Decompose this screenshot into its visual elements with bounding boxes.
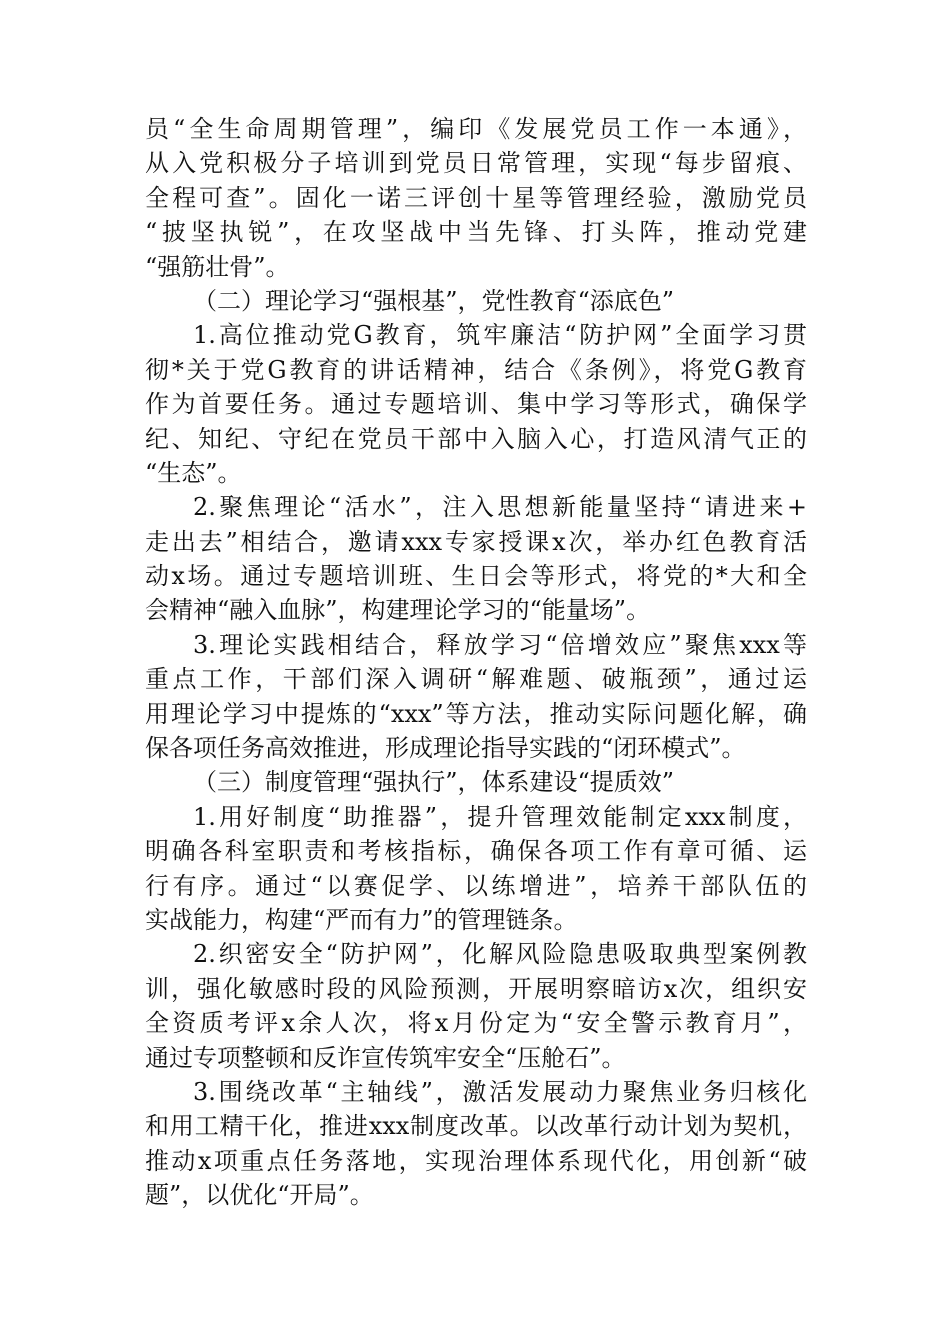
text-line: 3.理论实践相结合，释放学习“倍增效应”聚焦xxx等 bbox=[193, 630, 807, 659]
text-line: 动x场。通过专题培训班、生日会等形式，将党的*大和全 bbox=[145, 562, 807, 591]
text-line: 行有序。通过“以赛促学、以练增进”，培养干部队伍的 bbox=[145, 871, 807, 900]
text-line: 和用工精干化，推进xxx制度改革。以改革行动计划为契机， bbox=[145, 1112, 807, 1141]
text-line: 2.织密安全“防护网”，化解风险隐患吸取典型案例教 bbox=[193, 940, 807, 969]
text-line: 全资质考评x余人次，将x月份定为“安全警示教育月”， bbox=[145, 1009, 807, 1038]
text-line: 纪、知纪、守纪在党员干部中入脑入心，打造风清气正的 bbox=[145, 424, 807, 453]
text-line: 走出去”相结合，邀请xxx专家授课x次，举办红色教育活 bbox=[145, 527, 807, 556]
text-line: 重点工作，干部们深入调研“解难题、破瓶颈”，通过运 bbox=[145, 665, 807, 694]
text-line: 实战能力，构建“严而有力”的管理链条。 bbox=[145, 905, 578, 934]
section-heading-3: （三）制度管理“强执行”，体系建设“提质效” bbox=[193, 768, 675, 797]
text-line: 作为首要任务。通过专题培训、集中学习等形式，确保学 bbox=[145, 390, 807, 419]
text-line: 从入党积极分子培训到党员日常管理，实现“每步留痕、 bbox=[145, 149, 807, 178]
text-line: 用理论学习中提炼的“xxx”等方法，推动实际问题化解，确 bbox=[145, 699, 807, 728]
text-line: 彻*关于党G教育的讲话精神，结合《条例》，将党G教育 bbox=[145, 355, 807, 384]
text-line: “强筋壮骨”。 bbox=[145, 252, 290, 281]
text-line: 训，强化敏感时段的风险预测，开展明察暗访x次，组织安 bbox=[145, 974, 807, 1003]
document-body bbox=[145, 112, 807, 1213]
text-line: 保各项任务高效推进，形成理论指导实践的“闭环模式”。 bbox=[145, 734, 746, 763]
text-line: “生态”。 bbox=[145, 458, 242, 487]
text-line: 推动x项重点任务落地，实现治理体系现代化，用创新“破 bbox=[145, 1146, 807, 1175]
text-line: “披坚执锐”，在攻坚战中当先锋、打头阵，推动党建 bbox=[145, 218, 807, 247]
text-line: 1.用好制度“助推器”，提升管理效能制定xxx制度， bbox=[193, 802, 807, 831]
text-line: 1.高位推动党G教育，筑牢廉洁“防护网”全面学习贯 bbox=[193, 321, 807, 350]
text-line: 2.聚焦理论“活水”，注入思想新能量坚持“请进来+ bbox=[193, 493, 807, 522]
text-line: 3.围绕改革“主轴线”，激活发展动力聚焦业务归核化 bbox=[193, 1077, 807, 1106]
text-line: 通过专项整顿和反诈宣传筑牢安全“压舱石”。 bbox=[145, 1043, 626, 1072]
text-line: 会精神“融入血脉”，构建理论学习的“能量场”。 bbox=[145, 596, 651, 625]
text-line: 全程可查”。固化一诺三评创十星等管理经验，激励党员 bbox=[145, 183, 807, 212]
text-line: 员“全生命周期管理”，编印《发展党员工作一本通》， bbox=[145, 115, 807, 143]
section-heading-2: （二）理论学习“强根基”，党性教育“添底色” bbox=[193, 286, 675, 315]
text-line: 明确各科室职责和考核指标，确保各项工作有章可循、运 bbox=[145, 837, 807, 866]
text-line: 题”，以优化“开局”。 bbox=[145, 1181, 374, 1210]
